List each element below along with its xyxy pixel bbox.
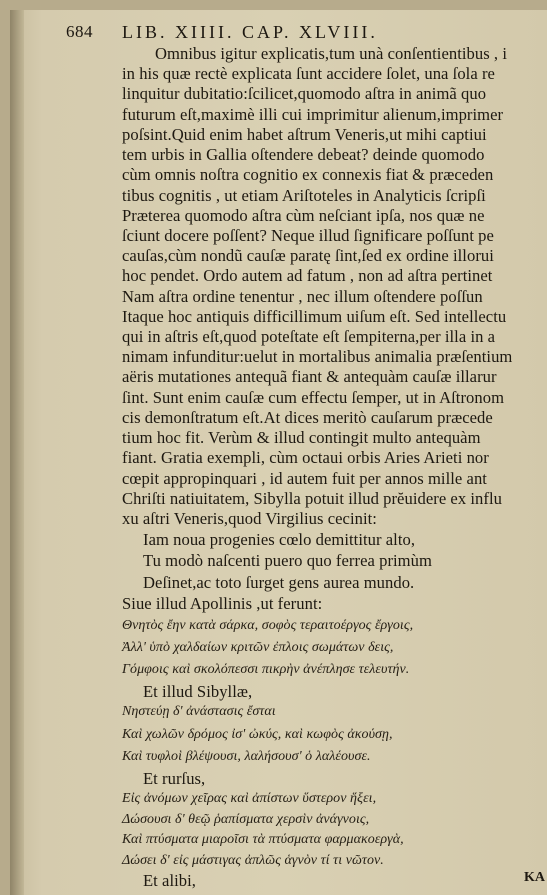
text-line: Omnibus igitur explicatis,tum unà conſentientibus , i [155, 44, 507, 63]
greek-verse-line: Ἀλλ' ὑπὸ χαλδαίων κριτῶν ἐπλοις σωμάτων δεις, [122, 639, 394, 655]
greek-verse-line: Δώσει δ' εἰς μάστιγας ἀπλῶς ἁγνὸν τί τι νῶτον. [122, 852, 384, 868]
page-number: 684 [66, 22, 93, 41]
text-line: linquitur dubitatio:ſcilicet,quomodo aſtra in animã quo [122, 84, 487, 104]
verse-line: Iam noua progenies cœlo demittitur alto, [143, 530, 416, 550]
text-line: poſsint.Quid enim habet aſtrum Veneris,ut mihi captiui [122, 124, 487, 144]
text-line: ſint. Sunt enim cauſæ cum effectu ſemper, ut in Aſtronom [122, 387, 505, 407]
greek-verse-line: Καὶ πτύσματα μιαροῖσι τὰ πτύσματα φαρμακοεργὰ, [122, 832, 404, 848]
text-line: cœpit appropinquari , id autem fuit per annos mille ant [122, 468, 487, 488]
text-line: xu aſtri Veneris,quod Virgilius cecinit: [122, 509, 377, 528]
text-line: nimam infunditur:uelut in mortalibus animalia præſentium [122, 347, 513, 367]
verse-line: Deſinet,ac toto ſurget gens aurea mundo. [143, 572, 415, 592]
greek-verse-line: Δώσουσι δ' θεῷ ῥαπίσματα χερσὶν ἀνάγνοις, [122, 812, 370, 828]
text-line: Et illud Sibyllæ, [143, 682, 253, 702]
text-line: hoc pendet. Ordo autem ad fatum , non ad aſtra pertinet [122, 266, 493, 286]
text-line: cauſas,cùm nondũ cauſæ paratę ſint,ſed ex ordine illorui [122, 246, 494, 266]
text-line: Et rurſus, [143, 768, 206, 788]
greek-verse-line: Γόμφοις καὶ σκολόπεσσι πικρὴν ἀνέπλησε τελευτήν. [122, 662, 410, 678]
text-body [10, 10, 547, 895]
greek-verse-line: Εἰς ἀνόμων χεῖρας καὶ ἀπίστων ὕστερον ἥξει, [122, 791, 377, 807]
text-line: cùm omnis noſtra cognitio ex connexis fiat & præceden [122, 165, 494, 185]
running-head: LIB. XIIII. CAP. XLVIII. [122, 22, 378, 42]
text-line: Siue illud Apollinis ,ut ferunt: [122, 593, 323, 613]
catchword: KA [524, 870, 545, 885]
text-line: aëris mutationes antequã fiant & antequàm cauſæ illarur [122, 367, 497, 387]
text-line: cis demonſtratum eſt.At dices meritò cauſarum præcede [122, 407, 493, 427]
greek-verse-line: Νηστεύῃ δ' ἀνάστασις ἔσται [122, 704, 276, 720]
text-line: in his quæ rectè explicata ſunt accidere ſolet, una ſola re [122, 64, 495, 84]
text-line: tium hoc fit. Verùm & illud contingit multo antequàm [122, 428, 481, 448]
text-line: Itaque hoc antiquis difficillimum uiſum eſt. Sed intellectu [122, 306, 507, 326]
text-line: tem urbis in Gallia oſtendere debeat? deinde quomodo [122, 145, 485, 165]
book-page [10, 10, 547, 895]
greek-verse-line: Καὶ χωλῶν δρόμος ἰσ' ὠκύς, καὶ κωφὸς ἀκούσῃ, [122, 726, 393, 742]
text-line: Præterea quomodo aſtra cùm neſciant ipſa, nos quæ ne [122, 205, 485, 225]
text-line: ſciunt docere poſſent? Neque illud ſignificare poſſunt pe [122, 225, 494, 245]
text-line: qui in aſtris eſt,quod poteſtate eſt ſempiterna,per illa in a [122, 327, 496, 347]
text-line: tibus cognitis , ut etiam Ariſtoteles in Analyticis ſcripſi [122, 185, 486, 205]
text-line: futurum eſt,maximè illi cui imprimitur alienum,imprimer [122, 104, 504, 124]
text-line: Chriſti natiuitatem, Sibylla potuit illud prĕuidere ex influ [122, 488, 502, 508]
text-line: Nam aſtra ordine tenentur , nec illum oſtendere poſſun [122, 286, 483, 306]
text-line: fiant. Gratia exempli, cùm octaui orbis Aries Arieti nor [122, 448, 489, 468]
greek-verse-line: Καὶ τυφλοὶ βλέψουσι, λαλήσουσ' ὁ λαλέουσε. [122, 748, 371, 764]
greek-verse-line: Θνητὸς ἔην κατὰ σάρκα, σοφὸς τεραιτοέργος ἔργοις, [122, 617, 414, 633]
verse-line: Tu modò naſcenti puero quo ferrea primùm [143, 551, 432, 571]
text-line: Et alibi, [143, 871, 196, 890]
